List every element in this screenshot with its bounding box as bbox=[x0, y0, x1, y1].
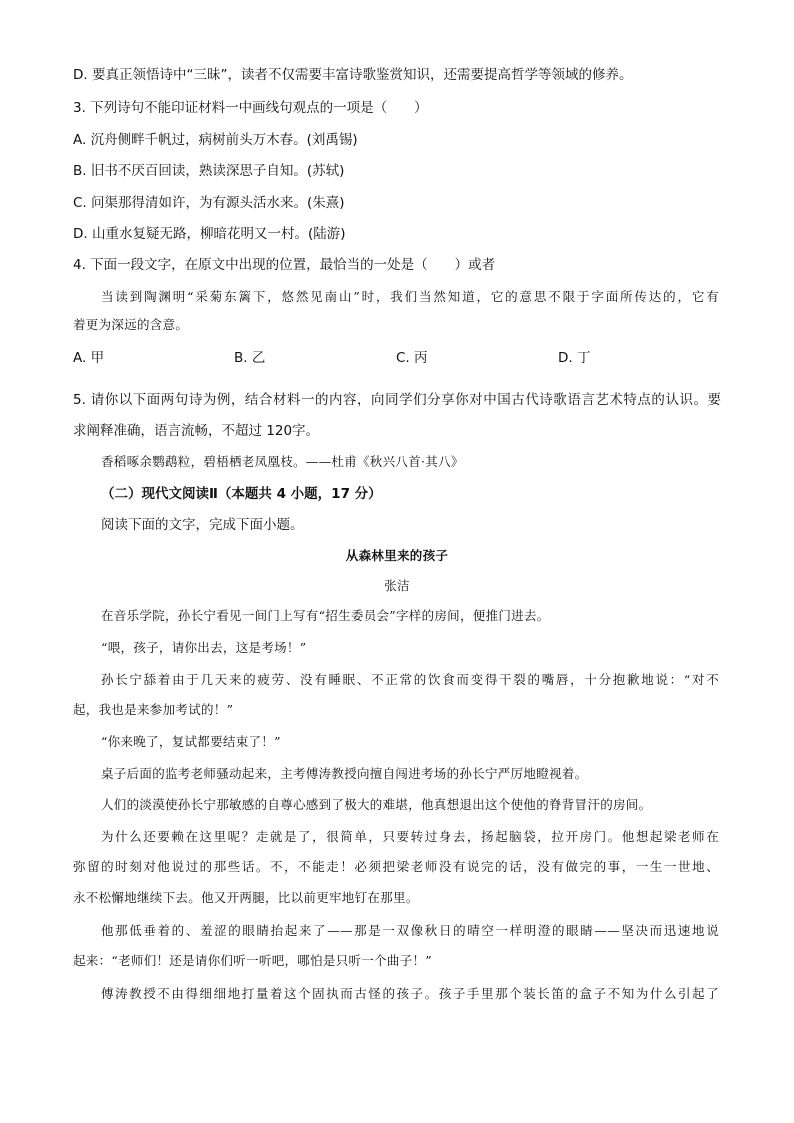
q4-option-d: D. 丁 bbox=[558, 350, 591, 366]
q3-option-a: A. 沉舟侧畔千帆过，病树前头万木春。(刘禹锡) bbox=[73, 132, 358, 148]
paragraph-line: 为什么还要赖在这里呢？走就是了，很简单，只要转过身去，扬起脑袋，拉开房门。他想起梁老师在 bbox=[101, 829, 719, 844]
section-heading: （二）现代文阅读Ⅱ（本题共 4 小题，17 分） bbox=[101, 486, 382, 502]
paragraph-line: 桌子后面的监考老师骚动起来，主考傅涛教授向擅自闯进考场的孙长宁严厉地瞪视着。 bbox=[101, 766, 588, 781]
paragraph-line: 他那低垂着的、羞涩的眼睛抬起来了——那是一双像秋日的晴空一样明澄的眼睛——坚决而迅速地说 bbox=[101, 923, 719, 938]
q2-option-d: D. 要真正领悟诗中“三昧”，读者不仅需要丰富诗歌鉴赏知识，还需要提高哲学等领域的修养。 bbox=[73, 67, 633, 83]
paragraph-line: 孙长宁舔着由于几天来的疲劳、没有睡眠、不正常的饮食而变得干裂的嘴唇，十分抱歉地说：“对不 bbox=[101, 672, 719, 687]
paragraph-line: 傅涛教授不由得细细地打量着这个固执而古怪的孩子。孩子手里那个装长笛的盒子不知为什么引起了 bbox=[101, 986, 719, 1001]
paragraph-line: 弥留的时刻对他说过的那些话。不，不能走！必须把梁老师没有说完的话，没有做完的事，一生一世地、 bbox=[73, 859, 719, 874]
paragraph-line: 在音乐学院，孙长宁看见一间门上写有“招生委员会”字样的房间，便推门进去。 bbox=[101, 608, 550, 623]
paragraph-line: 永不松懈地继续下去。他又开两腿，比以前更牢地钉在那里。 bbox=[73, 890, 419, 905]
paragraph-line: 起来：“老师们！还是请你们听一听吧，哪怕是只听一个曲子！” bbox=[73, 953, 432, 968]
article-author: 张洁 bbox=[384, 578, 410, 593]
q4-passage-line-1: 当读到陶渊明“采菊东篱下，悠然见南山”时，我们当然知道，它的意思不限于字面所传达的，它有 bbox=[101, 289, 719, 304]
paragraph-line: 起，我也是来参加考试的！” bbox=[73, 702, 234, 717]
q4-option-a: A. 甲 bbox=[73, 350, 105, 366]
paragraph-line: “喂，孩子，请你出去，这是考场！” bbox=[101, 640, 307, 655]
q3-option-d: D. 山重水复疑无路，柳暗花明又一村。(陆游) bbox=[73, 226, 346, 242]
q4-passage-line-2: 着更为深远的含意。 bbox=[73, 317, 189, 332]
q3-option-c: C. 问渠那得清如许，为有源头活水来。(朱熹) bbox=[73, 195, 345, 211]
q5-stem-line-2: 求阐释准确，语言流畅，不超过 120字。 bbox=[73, 423, 320, 439]
q3-stem: 3. 下列诗句不能印证材料一中画线句观点的一项是（ ） bbox=[73, 100, 428, 116]
q3-option-b: B. 旧书不厌百回读，熟读深思子自知。(苏轼) bbox=[73, 163, 345, 179]
paragraph-line: 人们的淡漠使孙长宁那敏感的自尊心感到了极大的难堪，他真想退出这个使他的脊背冒汗的房间。 bbox=[101, 797, 652, 812]
q4-stem: 4. 下面一段文字，在原文中出现的位置，最恰当的一处是（ ）或者 bbox=[73, 257, 496, 273]
q5-stem-line-1: 5. 请你以下面两句诗为例，结合材料一的内容，向同学们分享你对中国古代诗歌语言艺术特点的认识。要 bbox=[73, 392, 721, 408]
q4-option-b: B. 乙 bbox=[234, 350, 266, 366]
q5-poem: 香稻啄余鹦鹉粒，碧梧栖老凤凰枝。——杜甫《秋兴八首·其八》 bbox=[101, 454, 464, 469]
article-title: 从森林里来的孩子 bbox=[345, 548, 449, 563]
section-instruction: 阅读下面的文字，完成下面小题。 bbox=[101, 517, 304, 533]
paragraph-line: “你来晚了，复试都要结束了！” bbox=[101, 734, 281, 749]
q4-option-c: C. 丙 bbox=[396, 350, 428, 366]
